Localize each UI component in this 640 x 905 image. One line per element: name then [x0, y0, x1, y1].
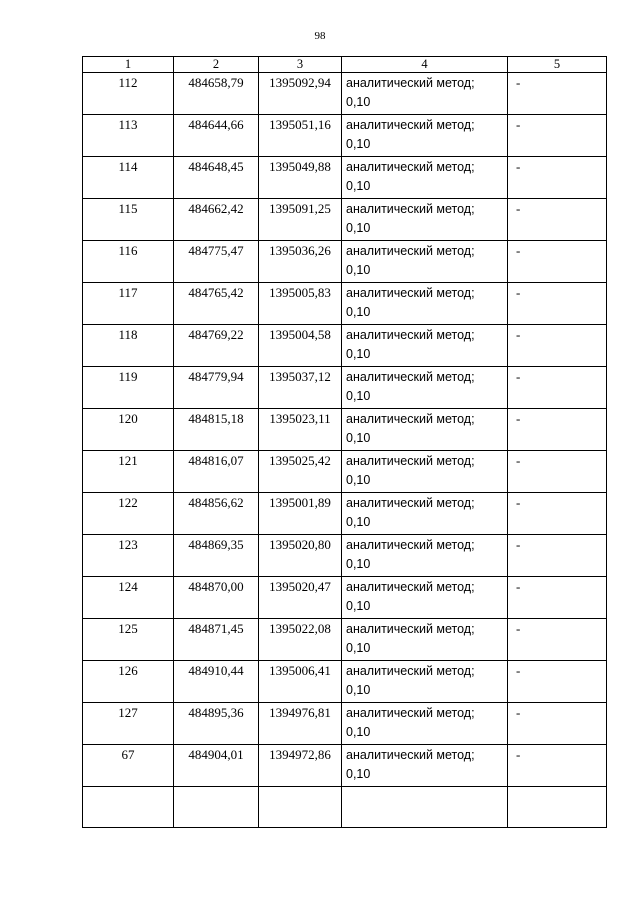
y-coordinate-cell: 1395036,26	[259, 241, 342, 283]
point-number-cell: 119	[83, 367, 174, 409]
method-cell	[342, 199, 508, 241]
point-number-cell: 118	[83, 325, 174, 367]
accuracy-text: 0,10	[346, 683, 371, 697]
method-cell	[342, 451, 508, 493]
note-cell: -	[508, 451, 607, 493]
method-text: аналитический метод;	[346, 286, 475, 300]
note-cell: -	[508, 409, 607, 451]
note-cell: -	[508, 703, 607, 745]
y-coordinate-cell: 1395020,47	[259, 577, 342, 619]
x-coordinate-cell: 484910,44	[174, 661, 259, 703]
table-row	[83, 367, 607, 409]
page-number: 98	[314, 30, 326, 42]
accuracy-text: 0,10	[346, 95, 371, 109]
method-text: аналитический метод;	[346, 160, 475, 174]
point-number-cell: 121	[83, 451, 174, 493]
table-header	[83, 57, 607, 73]
note-cell: -	[508, 241, 607, 283]
table-row	[83, 451, 607, 493]
point-number-cell: 113	[83, 115, 174, 157]
method-text: аналитический метод;	[346, 412, 475, 426]
y-coordinate-cell: 1395020,80	[259, 535, 342, 577]
accuracy-text: 0,10	[346, 431, 371, 445]
point-number-cell: 124	[83, 577, 174, 619]
table-row	[83, 73, 607, 115]
y-coordinate-cell: 1394976,81	[259, 703, 342, 745]
point-number-cell: 122	[83, 493, 174, 535]
method-cell	[342, 535, 508, 577]
point-number-cell: 127	[83, 703, 174, 745]
method-text: аналитический метод;	[346, 454, 475, 468]
method-cell	[342, 661, 508, 703]
accuracy-text: 0,10	[346, 641, 371, 655]
x-coordinate-cell: 484779,94	[174, 367, 259, 409]
header-col-4: 4	[342, 57, 508, 73]
note-cell: -	[508, 745, 607, 787]
method-cell	[342, 325, 508, 367]
x-coordinate-cell: 484658,79	[174, 73, 259, 115]
x-coordinate-cell: 484662,42	[174, 199, 259, 241]
x-coordinate-cell: 484856,62	[174, 493, 259, 535]
point-number-cell: 123	[83, 535, 174, 577]
point-number-cell: 114	[83, 157, 174, 199]
table-row	[83, 577, 607, 619]
table-row	[83, 157, 607, 199]
point-number-cell: 120	[83, 409, 174, 451]
method-text: аналитический метод;	[346, 118, 475, 132]
table-row	[83, 409, 607, 451]
point-number-cell: 117	[83, 283, 174, 325]
coordinates-table	[82, 56, 607, 828]
method-cell	[342, 241, 508, 283]
y-coordinate-cell: 1395037,12	[259, 367, 342, 409]
note-cell: -	[508, 619, 607, 661]
point-number-cell: 112	[83, 73, 174, 115]
note-cell: -	[508, 157, 607, 199]
method-text: аналитический метод;	[346, 244, 475, 258]
accuracy-text: 0,10	[346, 263, 371, 277]
y-coordinate-cell: 1395022,08	[259, 619, 342, 661]
accuracy-text: 0,10	[346, 599, 371, 613]
method-cell	[342, 619, 508, 661]
method-cell	[342, 73, 508, 115]
x-coordinate-cell: 484775,47	[174, 241, 259, 283]
point-number-cell: 125	[83, 619, 174, 661]
method-text: аналитический метод;	[346, 622, 475, 636]
empty-cell	[508, 787, 607, 828]
x-coordinate-cell: 484648,45	[174, 157, 259, 199]
y-coordinate-cell: 1395049,88	[259, 157, 342, 199]
accuracy-text: 0,10	[346, 221, 371, 235]
note-cell: -	[508, 115, 607, 157]
method-cell	[342, 367, 508, 409]
table-row	[83, 325, 607, 367]
method-cell	[342, 493, 508, 535]
accuracy-text: 0,10	[346, 725, 371, 739]
x-coordinate-cell: 484644,66	[174, 115, 259, 157]
note-cell: -	[508, 73, 607, 115]
x-coordinate-cell: 484869,35	[174, 535, 259, 577]
note-cell: -	[508, 577, 607, 619]
x-coordinate-cell: 484871,45	[174, 619, 259, 661]
accuracy-text: 0,10	[346, 767, 371, 781]
table-row	[83, 535, 607, 577]
y-coordinate-cell: 1395051,16	[259, 115, 342, 157]
x-coordinate-cell: 484904,01	[174, 745, 259, 787]
method-cell	[342, 703, 508, 745]
note-cell: -	[508, 367, 607, 409]
x-coordinate-cell: 484895,36	[174, 703, 259, 745]
method-text: аналитический метод;	[346, 706, 475, 720]
header-col-3: 3	[259, 57, 342, 73]
accuracy-text: 0,10	[346, 473, 371, 487]
method-cell	[342, 577, 508, 619]
method-cell	[342, 115, 508, 157]
table-row	[83, 619, 607, 661]
y-coordinate-cell: 1395001,89	[259, 493, 342, 535]
empty-cell	[174, 787, 259, 828]
method-cell	[342, 283, 508, 325]
table-row	[83, 745, 607, 787]
method-text: аналитический метод;	[346, 76, 475, 90]
note-cell: -	[508, 199, 607, 241]
point-number-cell: 115	[83, 199, 174, 241]
x-coordinate-cell: 484870,00	[174, 577, 259, 619]
table-row	[83, 115, 607, 157]
table-row	[83, 199, 607, 241]
accuracy-text: 0,10	[346, 515, 371, 529]
y-coordinate-cell: 1395005,83	[259, 283, 342, 325]
header-col-5: 5	[508, 57, 607, 73]
y-coordinate-cell: 1395004,58	[259, 325, 342, 367]
empty-cell	[83, 787, 174, 828]
method-text: аналитический метод;	[346, 496, 475, 510]
header-col-1: 1	[83, 57, 174, 73]
note-cell: -	[508, 661, 607, 703]
y-coordinate-cell: 1395092,94	[259, 73, 342, 115]
method-text: аналитический метод;	[346, 748, 475, 762]
note-cell: -	[508, 283, 607, 325]
method-cell	[342, 157, 508, 199]
x-coordinate-cell: 484765,42	[174, 283, 259, 325]
point-number-cell: 67	[83, 745, 174, 787]
y-coordinate-cell: 1395023,11	[259, 409, 342, 451]
accuracy-text: 0,10	[346, 347, 371, 361]
empty-cell	[259, 787, 342, 828]
table-body	[83, 73, 607, 828]
accuracy-text: 0,10	[346, 557, 371, 571]
table-row	[83, 283, 607, 325]
accuracy-text: 0,10	[346, 389, 371, 403]
y-coordinate-cell: 1395025,42	[259, 451, 342, 493]
x-coordinate-cell: 484816,07	[174, 451, 259, 493]
header-col-2: 2	[174, 57, 259, 73]
header-row	[83, 57, 607, 73]
y-coordinate-cell: 1394972,86	[259, 745, 342, 787]
method-text: аналитический метод;	[346, 664, 475, 678]
method-text: аналитический метод;	[346, 202, 475, 216]
method-text: аналитический метод;	[346, 328, 475, 342]
table-row	[83, 703, 607, 745]
accuracy-text: 0,10	[346, 179, 371, 193]
method-text: аналитический метод;	[346, 370, 475, 384]
empty-cell	[342, 787, 508, 828]
method-text: аналитический метод;	[346, 538, 475, 552]
accuracy-text: 0,10	[346, 305, 371, 319]
point-number-cell: 126	[83, 661, 174, 703]
note-cell: -	[508, 493, 607, 535]
note-cell: -	[508, 535, 607, 577]
method-cell	[342, 745, 508, 787]
note-cell: -	[508, 325, 607, 367]
accuracy-text: 0,10	[346, 137, 371, 151]
table-row	[83, 493, 607, 535]
x-coordinate-cell: 484769,22	[174, 325, 259, 367]
method-cell	[342, 409, 508, 451]
y-coordinate-cell: 1395091,25	[259, 199, 342, 241]
point-number-cell: 116	[83, 241, 174, 283]
y-coordinate-cell: 1395006,41	[259, 661, 342, 703]
table-row	[83, 241, 607, 283]
x-coordinate-cell: 484815,18	[174, 409, 259, 451]
table-row	[83, 661, 607, 703]
empty-row	[83, 787, 607, 828]
method-text: аналитический метод;	[346, 580, 475, 594]
